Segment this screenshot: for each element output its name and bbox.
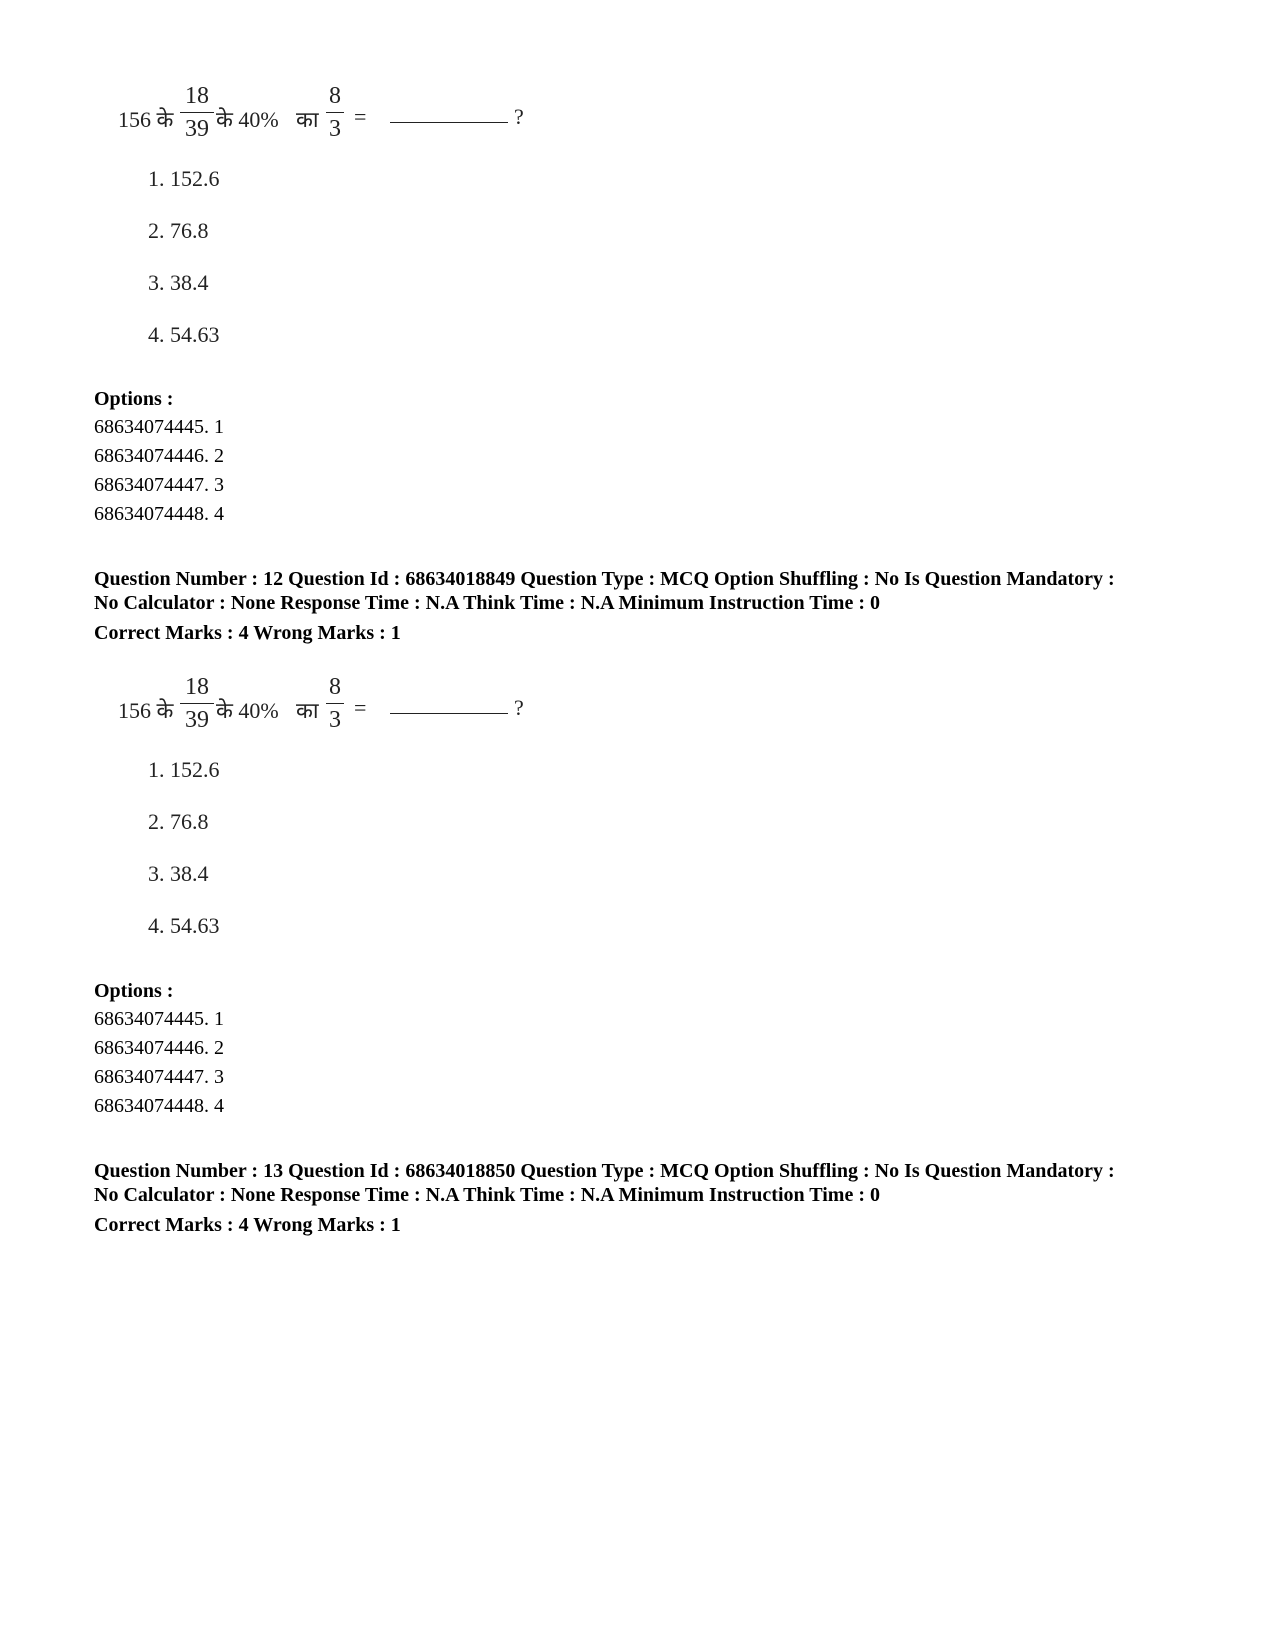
fraction-1-numerator: 18 — [185, 674, 209, 700]
fraction-2-denominator: 3 — [329, 707, 341, 733]
option-line: 68634074445. 1 — [94, 1008, 224, 1030]
choice-4: 4. 54.63 — [148, 913, 220, 938]
question-13-header-line1: Question Number : 13 Question Id : 68634018850 Question Type : MCQ Option Shuffling : No Is Question Mandatory : — [94, 1160, 1115, 1182]
fraction-2 — [326, 82, 344, 143]
option-line: 68634074446. 2 — [94, 1037, 224, 1059]
option-line: 68634074448. 4 — [94, 1095, 224, 1117]
eq-ka: का — [296, 698, 319, 723]
eq-prefix: 156 के — [118, 698, 174, 723]
choice-3: 3. 38.4 — [148, 270, 209, 295]
fraction-1 — [180, 82, 214, 143]
choice-2: 2. 76.8 — [148, 809, 209, 834]
eq-ka: का — [296, 107, 319, 132]
eq-middle: के 40% — [216, 698, 279, 723]
option-line: 68634074445. 1 — [94, 416, 224, 438]
fraction-2-bar — [326, 703, 344, 704]
question-12-marks: Correct Marks : 4 Wrong Marks : 1 — [94, 622, 401, 644]
fraction-1-denominator: 39 — [185, 707, 209, 733]
fraction-1-denominator: 39 — [185, 116, 209, 142]
eq-equals: = — [354, 104, 367, 129]
fraction-1 — [180, 673, 214, 734]
fraction-1-numerator: 18 — [185, 83, 209, 109]
question-13-marks: Correct Marks : 4 Wrong Marks : 1 — [94, 1214, 401, 1236]
option-line: 68634074448. 4 — [94, 503, 224, 525]
question-12-header-line1: Question Number : 12 Question Id : 68634018849 Question Type : MCQ Option Shuffling : No Is Question Mandatory : — [94, 568, 1115, 590]
equation — [118, 82, 538, 152]
options-label: Options : — [94, 980, 174, 1002]
question-13-header-line2: No Calculator : None Response Time : N.A Think Time : N.A Minimum Instruction Time : 0 — [94, 1184, 880, 1206]
choice-1: 1. 152.6 — [148, 757, 220, 782]
fraction-2-denominator: 3 — [329, 116, 341, 142]
options-label: Options : — [94, 388, 174, 410]
eq-suffix: ? — [514, 695, 524, 720]
choice-2: 2. 76.8 — [148, 218, 209, 243]
option-line: 68634074447. 3 — [94, 1066, 224, 1088]
answer-blank — [390, 713, 508, 714]
option-line: 68634074447. 3 — [94, 474, 224, 496]
fraction-2-numerator: 8 — [329, 674, 341, 700]
choice-4: 4. 54.63 — [148, 322, 220, 347]
fraction-2-numerator: 8 — [329, 83, 341, 109]
equation — [118, 673, 538, 743]
choice-3: 3. 38.4 — [148, 861, 209, 886]
fraction-2-bar — [326, 112, 344, 113]
fraction-1-bar — [180, 112, 214, 113]
eq-equals: = — [354, 695, 367, 720]
choice-1: 1. 152.6 — [148, 166, 220, 191]
eq-middle: के 40% — [216, 107, 279, 132]
fraction-2 — [326, 673, 344, 734]
eq-suffix: ? — [514, 104, 524, 129]
fraction-1-bar — [180, 703, 214, 704]
question-image-1 — [118, 82, 638, 362]
option-line: 68634074446. 2 — [94, 445, 224, 467]
question-image-2 — [118, 673, 638, 953]
question-12-header-line2: No Calculator : None Response Time : N.A Think Time : N.A Minimum Instruction Time : 0 — [94, 592, 880, 614]
answer-blank — [390, 122, 508, 123]
eq-prefix: 156 के — [118, 107, 174, 132]
